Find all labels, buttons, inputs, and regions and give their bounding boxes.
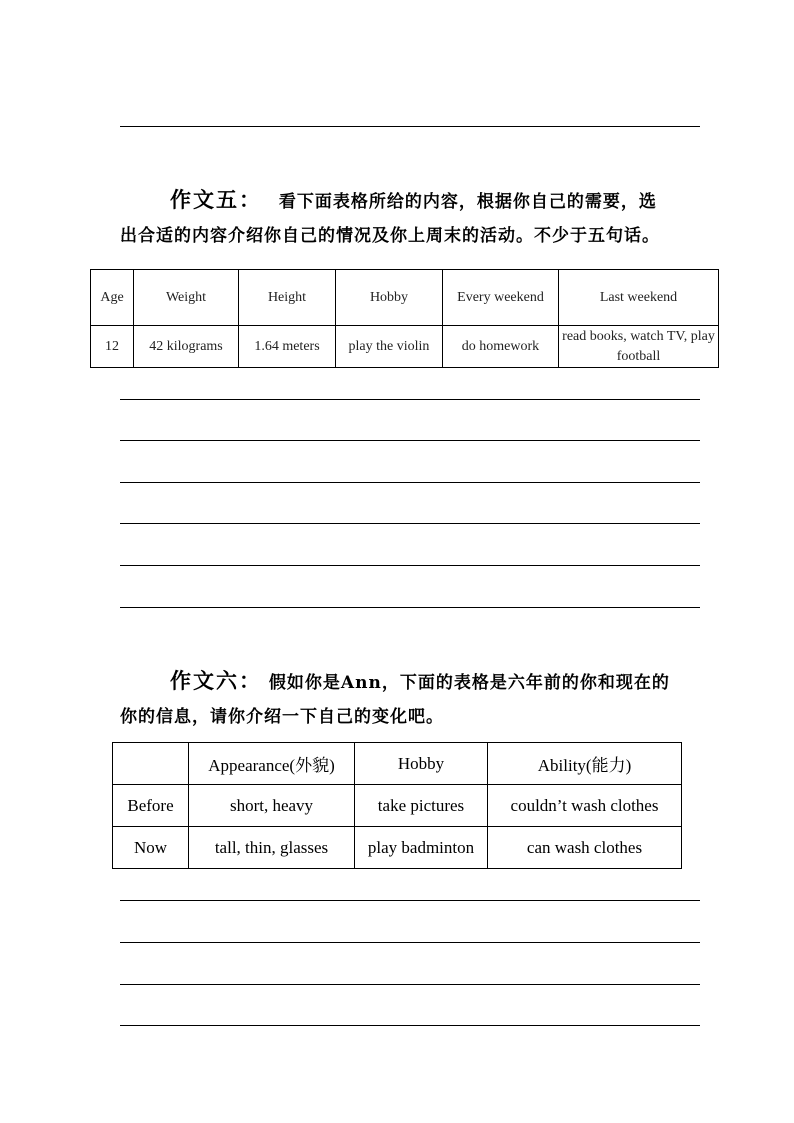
- writing-line: [120, 1025, 700, 1026]
- table-header-row: [113, 743, 682, 785]
- writing-line: [120, 984, 700, 985]
- header-cell: Height: [239, 270, 336, 326]
- writing-line: [120, 482, 700, 483]
- section5-instruction-2: 出合适的内容介绍你自己的情况及你上周末的活动。不少于五句话。: [120, 226, 660, 246]
- header-cell: Every weekend: [443, 270, 559, 326]
- writing-line: [120, 440, 700, 441]
- table-cell: couldn’t wash clothes: [488, 785, 682, 827]
- section5-table: [90, 269, 719, 368]
- table-header-row: [91, 270, 719, 326]
- table-cell: do homework: [443, 326, 559, 368]
- table-cell: 12: [91, 326, 134, 368]
- header-cell: Age: [91, 270, 134, 326]
- table-cell: 1.64 meters: [239, 326, 336, 368]
- section6-heading: [120, 663, 680, 735]
- writing-line: [120, 565, 700, 566]
- header-cell: Weight: [134, 270, 239, 326]
- writing-line: [120, 523, 700, 524]
- table-row: [113, 785, 682, 827]
- section6-instruction-2: 你的信息，请你介绍一下自己的变化吧。: [120, 707, 444, 727]
- header-cell: [113, 743, 189, 785]
- writing-line: [120, 399, 700, 400]
- table-cell: tall, thin, glasses: [189, 827, 355, 869]
- header-cell: Appearance(外貌): [189, 743, 355, 785]
- writing-line: [120, 942, 700, 943]
- table-cell: play the violin: [336, 326, 443, 368]
- header-cell: Hobby: [336, 270, 443, 326]
- table-row: [91, 326, 719, 368]
- section5-title: 作文五：: [170, 187, 262, 212]
- table-cell: short, heavy: [189, 785, 355, 827]
- table-cell: read books, watch TV, play football: [559, 326, 719, 368]
- writing-line: [120, 607, 700, 608]
- table-cell: 42 kilograms: [134, 326, 239, 368]
- table-row: [113, 827, 682, 869]
- table-cell: take pictures: [355, 785, 488, 827]
- section5-instruction-1: 看下面表格所给的内容，根据你自己的需要，选: [278, 192, 657, 212]
- section6-table: [112, 742, 682, 869]
- table-cell: can wash clothes: [488, 827, 682, 869]
- table-cell: Before: [113, 785, 189, 827]
- table-cell: play badminton: [355, 827, 488, 869]
- header-cell: Ability(能力): [488, 743, 682, 785]
- section6-title: 作文六：: [170, 668, 262, 693]
- section6-instruction-1: 假如你是Ann，下面的表格是六年前的你和现在的: [268, 673, 670, 693]
- writing-line: [120, 900, 700, 901]
- header-cell: Hobby: [355, 743, 488, 785]
- table-cell: Now: [113, 827, 189, 869]
- writing-line: [120, 126, 700, 127]
- section5-heading: [120, 182, 680, 254]
- header-cell: Last weekend: [559, 270, 719, 326]
